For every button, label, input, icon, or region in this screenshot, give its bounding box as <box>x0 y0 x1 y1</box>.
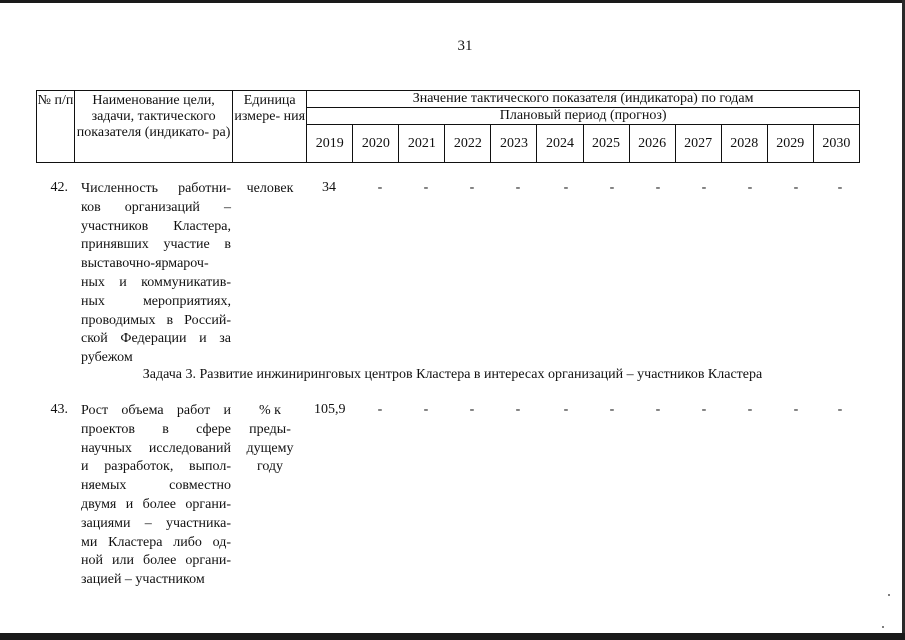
name-line: проектов в сфере <box>81 421 231 437</box>
header-year-2025: 2025 <box>583 125 629 163</box>
header-name: Наименование цели, задачи, тактического показателя (индикато- ра) <box>75 91 233 163</box>
row-unit <box>237 180 303 199</box>
header-year-2019: 2019 <box>307 125 353 163</box>
unit-line: году <box>256 459 284 475</box>
row-indicator-name <box>81 402 231 590</box>
row-number: 43. <box>50 402 68 417</box>
header-year-2028: 2028 <box>721 125 767 163</box>
task-heading: Задача 3. Развитие инжиниринговых центров Кластера в интересах организаций – участников Кластера <box>142 367 763 382</box>
name-line: ской Федерации и за <box>81 331 231 347</box>
row-value-dash: - <box>747 402 753 417</box>
row-value-dash: - <box>515 402 521 417</box>
name-line: ных и коммуникатив- <box>81 274 231 290</box>
name-line: рубежом <box>81 350 133 366</box>
header-year-2023: 2023 <box>491 125 537 163</box>
row-value-dash: - <box>701 180 707 195</box>
row-value-dash: - <box>563 180 569 195</box>
name-line: Численность работни- <box>81 181 231 196</box>
name-line: ков организаций – <box>81 199 231 215</box>
row-unit <box>237 402 303 477</box>
header-unit: Единица измере- ния <box>233 91 307 163</box>
name-line: ми Кластера либо од- <box>81 534 231 550</box>
name-line: научных исследований <box>81 440 231 456</box>
name-line: зациями – участника- <box>81 515 231 531</box>
row-value-dash: - <box>515 180 521 195</box>
header-value-title: Значение тактического показателя (индикатора) по годам <box>307 91 860 108</box>
header-year-2026: 2026 <box>629 125 675 163</box>
row-value-dash: - <box>793 402 799 417</box>
row-value-2019: 105,9 <box>314 402 346 417</box>
unit-line: % к <box>259 403 281 418</box>
header-num: № п/п <box>37 91 75 163</box>
row-value-dash: - <box>469 402 475 417</box>
row-value-dash: - <box>609 402 615 417</box>
name-line: принявших участие в <box>81 237 231 253</box>
row-value-dash: - <box>793 180 799 195</box>
header-year-2030: 2030 <box>813 125 859 163</box>
name-line: ных мероприятиях, <box>81 293 231 309</box>
unit-line: преды- <box>249 421 291 437</box>
row-indicator-name <box>81 180 231 368</box>
name-line: Рост объема работ и <box>81 403 231 418</box>
header-year-2029: 2029 <box>767 125 813 163</box>
row-value-dash: - <box>837 180 843 195</box>
name-line: и разработок, выпол- <box>81 459 231 475</box>
header-year-2027: 2027 <box>675 125 721 163</box>
scan-edge-top <box>0 0 905 3</box>
indicator-table-header <box>36 90 860 163</box>
row-value-dash: - <box>377 180 383 195</box>
header-year-2022: 2022 <box>445 125 491 163</box>
row-value-dash: - <box>837 402 843 417</box>
row-value-dash: - <box>423 402 429 417</box>
name-line: зацией – участником <box>81 572 205 588</box>
name-line: участников Кластера, <box>81 218 231 234</box>
scan-speck <box>888 594 890 596</box>
scan-speck <box>882 626 884 628</box>
row-value-dash: - <box>423 180 429 195</box>
row-value-2019: 34 <box>322 180 336 195</box>
row-number: 42. <box>50 180 68 195</box>
row-value-dash: - <box>747 180 753 195</box>
name-line: няемых совместно <box>81 478 231 494</box>
header-year-2020: 2020 <box>353 125 399 163</box>
row-value-dash: - <box>609 180 615 195</box>
row-value-dash: - <box>655 402 661 417</box>
name-line: ной или более органи- <box>81 553 231 569</box>
page-number: 31 <box>457 38 473 54</box>
header-year-2024: 2024 <box>537 125 583 163</box>
scan-edge-bottom <box>0 633 905 640</box>
row-value-dash: - <box>655 180 661 195</box>
name-line: выставочно-ярмароч- <box>81 256 209 272</box>
unit-line: человек <box>246 181 294 196</box>
header-period: Плановый период (прогноз) <box>307 108 860 125</box>
row-value-dash: - <box>377 402 383 417</box>
name-line: проводимых в Россий- <box>81 312 231 328</box>
row-value-dash: - <box>701 402 707 417</box>
name-line: двумя и более органи- <box>81 496 231 512</box>
unit-line: дущему <box>246 440 294 456</box>
row-value-dash: - <box>469 180 475 195</box>
row-value-dash: - <box>563 402 569 417</box>
header-year-2021: 2021 <box>399 125 445 163</box>
